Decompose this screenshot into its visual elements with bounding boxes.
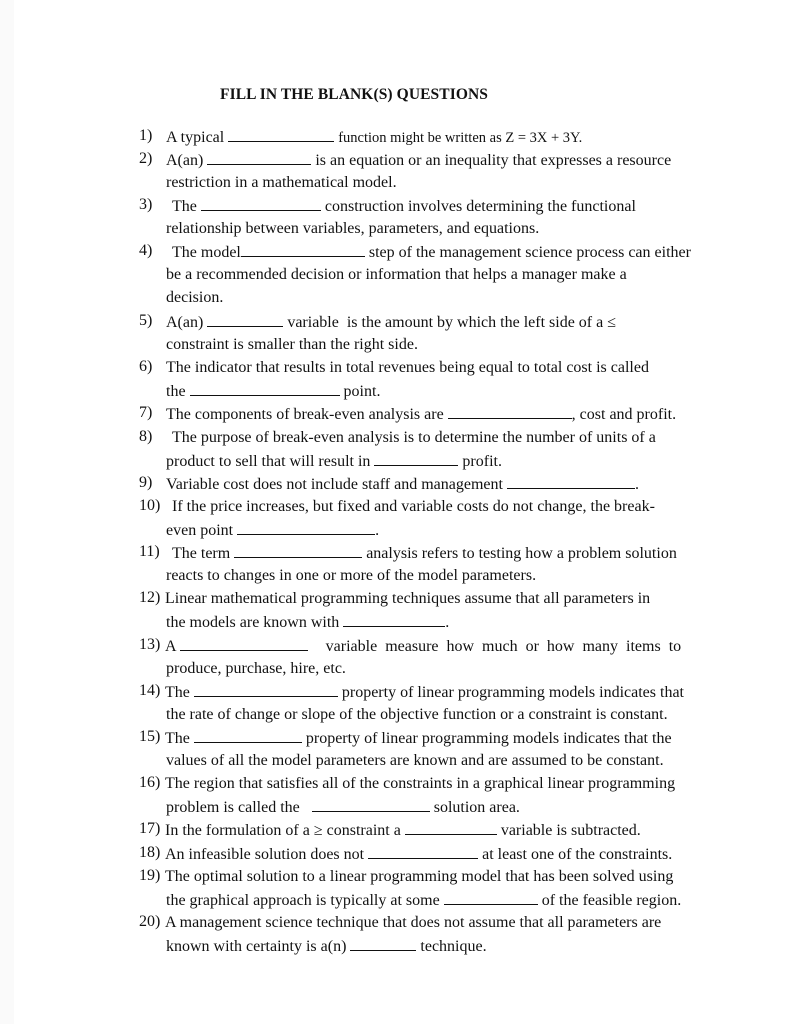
question-text: If the price increases, but fixed and variable costs do not change, the break- (172, 498, 655, 515)
question-text: The (165, 730, 190, 747)
question-text: A(an) (166, 152, 204, 169)
question-text: produce, purchase, hire, etc. (166, 660, 346, 677)
answer-blank[interactable] (343, 612, 445, 627)
answer-blank[interactable] (190, 381, 340, 396)
question-text: The purpose of break-even analysis is to determine the number of units of a (172, 429, 656, 446)
question-5-line-1 (166, 312, 616, 333)
question-text: the models are known with (166, 614, 340, 631)
question-text: property of linear programming models indicates that the (305, 730, 672, 747)
question-text: technique. (420, 938, 487, 955)
question-number: 8) (139, 428, 153, 445)
question-text: values of all the model parameters are known and are assumed to be constant. (166, 752, 664, 769)
question-7-line-1 (166, 404, 676, 425)
question-text: reacts to changes in one or more of the model parameters. (166, 567, 537, 584)
question-text: of the feasible region. (541, 892, 682, 909)
question-number: 13) (139, 636, 161, 653)
question-18-line-1 (165, 844, 672, 865)
answer-blank[interactable] (207, 312, 283, 327)
question-number: 20) (139, 913, 161, 930)
question-text: product to sell that will result in (166, 453, 371, 470)
question-text: In the formulation of a ≥ constraint a (165, 822, 401, 839)
page-title: FILL IN THE BLANK(S) QUESTIONS (220, 86, 489, 103)
question-14-line-1 (165, 682, 684, 703)
question-text: step of the management science process can either (368, 244, 691, 261)
question-19-line-2 (166, 890, 681, 911)
question-text: analysis refers to testing how a problem solution (366, 545, 677, 562)
question-11-line-1 (172, 543, 677, 564)
question-number: 15) (139, 728, 161, 745)
answer-blank[interactable] (368, 844, 478, 859)
question-number: 7) (139, 404, 153, 421)
question-20-line-2 (166, 936, 487, 957)
question-4-line-1 (172, 242, 691, 263)
answer-blank[interactable] (507, 474, 635, 489)
answer-blank[interactable] (194, 682, 338, 697)
question-text: Variable cost does not include staff and management (166, 476, 503, 493)
answer-blank[interactable] (405, 820, 497, 835)
question-text: even point (166, 522, 234, 539)
question-text: constraint is smaller than the right side. (166, 336, 418, 353)
question-number: 18) (139, 844, 161, 861)
question-13-line-1 (165, 636, 681, 657)
answer-blank[interactable] (207, 150, 311, 165)
question-text: Linear mathematical programming techniques assume that all parameters in (165, 590, 651, 607)
question-number: 19) (139, 867, 161, 884)
question-number: 9) (139, 474, 153, 491)
answer-blank[interactable] (228, 127, 334, 142)
question-text: relationship between variables, parameters, and equations. (166, 220, 540, 237)
question-8-line-2 (166, 451, 502, 472)
answer-blank[interactable] (180, 636, 308, 651)
question-text: A typical (166, 129, 225, 146)
question-2-line-1 (166, 150, 671, 171)
question-15-line-1 (165, 728, 672, 749)
answer-blank[interactable] (241, 242, 365, 257)
answer-blank[interactable] (234, 543, 362, 558)
question-text: the graphical approach is typically at some (166, 892, 440, 909)
question-text: variable is the amount by which the left side of a ≤ (287, 314, 616, 331)
answer-blank[interactable] (374, 451, 458, 466)
question-text: A(an) (166, 314, 204, 331)
answer-blank[interactable] (312, 797, 430, 812)
question-number: 12) (139, 589, 161, 606)
question-text: is an equation or an inequality that expresses a resource (315, 152, 672, 169)
question-10-line-2 (166, 520, 379, 541)
question-text: profit. (462, 453, 502, 470)
answer-blank[interactable] (448, 404, 572, 419)
question-number: 2) (139, 150, 153, 167)
question-text: solution area. (433, 799, 520, 816)
answer-blank[interactable] (444, 890, 538, 905)
question-16-line-2 (166, 797, 520, 818)
question-text: variable is subtracted. (500, 822, 641, 839)
answer-blank[interactable] (194, 728, 302, 743)
question-text: property of linear programming models indicates that (341, 684, 684, 701)
question-text: known with certainty is a(n) (166, 938, 347, 955)
question-6-line-2 (166, 381, 380, 402)
question-17-line-1 (165, 820, 641, 841)
question-text: the (166, 383, 186, 400)
question-number: 11) (139, 543, 160, 560)
question-text: The components of break-even analysis are (166, 406, 444, 423)
question-text: The region that satisfies all of the constraints in a graphical linear programming (165, 775, 676, 792)
question-text: at least one of the constraints. (482, 846, 673, 863)
question-text: function might be written as Z = 3X + 3Y. (338, 130, 583, 146)
question-text: The term (172, 545, 231, 562)
question-text: The model (172, 244, 241, 261)
question-text: construction involves determining the functional (324, 198, 636, 215)
answer-blank[interactable] (237, 520, 375, 535)
question-text: . (634, 476, 639, 493)
question-text: A management science technique that does not assume that all parameters are (165, 914, 662, 931)
question-number: 17) (139, 820, 161, 837)
question-12-line-2 (166, 612, 449, 633)
question-text: A (165, 638, 176, 655)
document-page (14, 0, 811, 1024)
question-text: The (165, 684, 190, 701)
question-number: 6) (139, 358, 153, 375)
answer-blank[interactable] (350, 936, 416, 951)
question-number: 10) (139, 497, 161, 514)
answer-blank[interactable] (201, 196, 321, 211)
question-text: The optimal solution to a linear programming model that has been solved using (165, 868, 674, 885)
question-number: 1) (139, 127, 153, 144)
question-text: The (172, 198, 197, 215)
question-number: 3) (139, 196, 153, 213)
question-text: , cost and profit. (571, 406, 677, 423)
question-text: An infeasible solution does not (165, 846, 365, 863)
question-3-line-1 (172, 196, 636, 217)
question-text: . (445, 614, 450, 631)
question-number: 16) (139, 774, 161, 791)
question-text: problem is called the (166, 799, 300, 816)
question-text: variable measure how much or how many items to (325, 638, 682, 655)
question-1-line-1 (166, 127, 582, 148)
question-text: The indicator that results in total revenues being equal to total cost is called (166, 359, 649, 376)
question-text: restriction in a mathematical model. (166, 174, 397, 191)
question-text: point. (343, 383, 381, 400)
question-number: 4) (139, 242, 153, 259)
question-text: decision. (166, 289, 224, 306)
question-text: . (375, 522, 380, 539)
question-text: the rate of change or slope of the objective function or a constraint is constant. (166, 706, 668, 723)
question-number: 14) (139, 682, 161, 699)
question-number: 5) (139, 312, 153, 329)
question-text: be a recommended decision or information that helps a manager make a (166, 266, 627, 283)
question-9-line-1 (166, 474, 639, 495)
